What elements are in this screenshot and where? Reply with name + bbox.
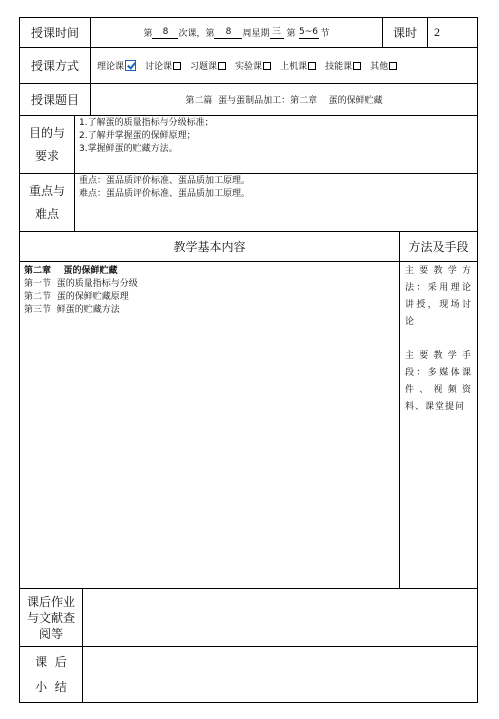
course-type-option-label: 习题课: [190, 62, 218, 72]
hours-value: 2: [434, 25, 440, 39]
summary-label: [20, 647, 82, 702]
focus-list: [75, 174, 477, 231]
checkbox-icon[interactable]: [308, 62, 316, 70]
type-label: 授课方式: [30, 59, 79, 73]
goals-label-line2: 要求: [34, 148, 59, 163]
summary-label-line1: 课 后: [35, 654, 67, 669]
topic-value: 第二篇 蛋与蛋制品加工：第二章 蛋的保鲜贮藏: [185, 96, 383, 106]
method-body: [400, 262, 477, 588]
teaching-means: 主要教学手段：多媒体课件、视频资料、课堂提问: [405, 351, 472, 412]
section-item: 第三节 鲜蛋的贮藏方法: [24, 305, 120, 315]
course-type-option-label: 上机课: [280, 62, 308, 72]
content-body: [20, 262, 399, 588]
key-point: 重点：蛋品质评价标准、蛋品质加工原理。: [79, 176, 251, 186]
goals-label-line1: 目的与: [28, 125, 65, 140]
hours-label: 课时: [392, 26, 417, 40]
checked-checkbox-icon[interactable]: [125, 60, 136, 71]
course-type-option[interactable]: [280, 59, 316, 72]
homework-value[interactable]: [83, 589, 477, 646]
checkbox-icon[interactable]: [173, 62, 181, 70]
session-number: 8: [152, 27, 178, 39]
goal-item: 2.了解并掌握蛋的保鲜原理；: [79, 131, 196, 141]
goals-list: [75, 116, 477, 173]
week-suffix: 次课，第: [178, 29, 215, 39]
topic-label: 授课题目: [30, 93, 79, 107]
focus-label: [20, 174, 74, 231]
checkbox-icon[interactable]: [389, 62, 397, 70]
schedule-label: 授课时间: [30, 26, 79, 40]
focus-label-line2: 难点: [34, 206, 59, 221]
homework-label-line2: 与文献查: [26, 610, 75, 625]
course-type-option[interactable]: [97, 59, 136, 72]
course-type-option-label: 实验课: [235, 62, 263, 72]
period-prefix: 第: [286, 29, 296, 39]
course-type-option[interactable]: [190, 59, 226, 72]
checkbox-icon[interactable]: [353, 62, 361, 70]
goals-label: [20, 116, 74, 173]
homework-label-line3: 阅等: [38, 626, 63, 641]
course-type-option[interactable]: [370, 59, 397, 72]
section-item: 第二节 蛋的保鲜贮藏原理: [24, 292, 129, 302]
course-type-option[interactable]: [325, 59, 361, 72]
section-item: 第一节 蛋的质量指标与分级: [24, 279, 138, 289]
method-header: 方法及手段: [408, 240, 469, 254]
checkbox-icon[interactable]: [218, 62, 226, 70]
course-type-option[interactable]: [235, 59, 271, 72]
goal-item: 3.掌握鲜蛋的贮藏方法。: [79, 144, 178, 154]
checkbox-icon[interactable]: [263, 62, 271, 70]
weeknum-suffix: 周星期: [242, 29, 270, 39]
period-value: 5~6: [299, 26, 319, 37]
course-type-option-label: 讨论课: [145, 62, 173, 72]
course-type-option[interactable]: [145, 59, 181, 72]
course-type-option-label: 技能课: [325, 62, 353, 72]
goal-item: 1.了解蛋的质量指标与分级标准；: [79, 118, 214, 128]
schedule-value: [91, 18, 382, 47]
homework-label-line1: 课后作业: [26, 594, 75, 609]
homework-label: [20, 589, 82, 646]
summary-value[interactable]: [83, 647, 477, 702]
course-type-options: [91, 48, 477, 83]
period-suffix: 节: [320, 29, 330, 39]
course-type-option-label: 其他: [370, 62, 389, 72]
summary-label-line2: 小 结: [35, 679, 67, 694]
focus-label-line1: 重点与: [28, 183, 65, 198]
difficulty: 难点：蛋品质评价标准、蛋品质加工原理。: [79, 189, 251, 199]
course-type-option-label: 理论课: [97, 62, 125, 72]
week-prefix: 第: [143, 29, 153, 39]
weekday-value: 三: [270, 27, 284, 39]
week-number: 8: [214, 27, 242, 39]
content-header: 教学基本内容: [173, 240, 246, 254]
chapter-title: 第二章 蛋的保鲜贮藏: [24, 266, 118, 276]
teaching-method: 主要教学方法：采用理论讲授，现场讨论: [405, 266, 472, 327]
